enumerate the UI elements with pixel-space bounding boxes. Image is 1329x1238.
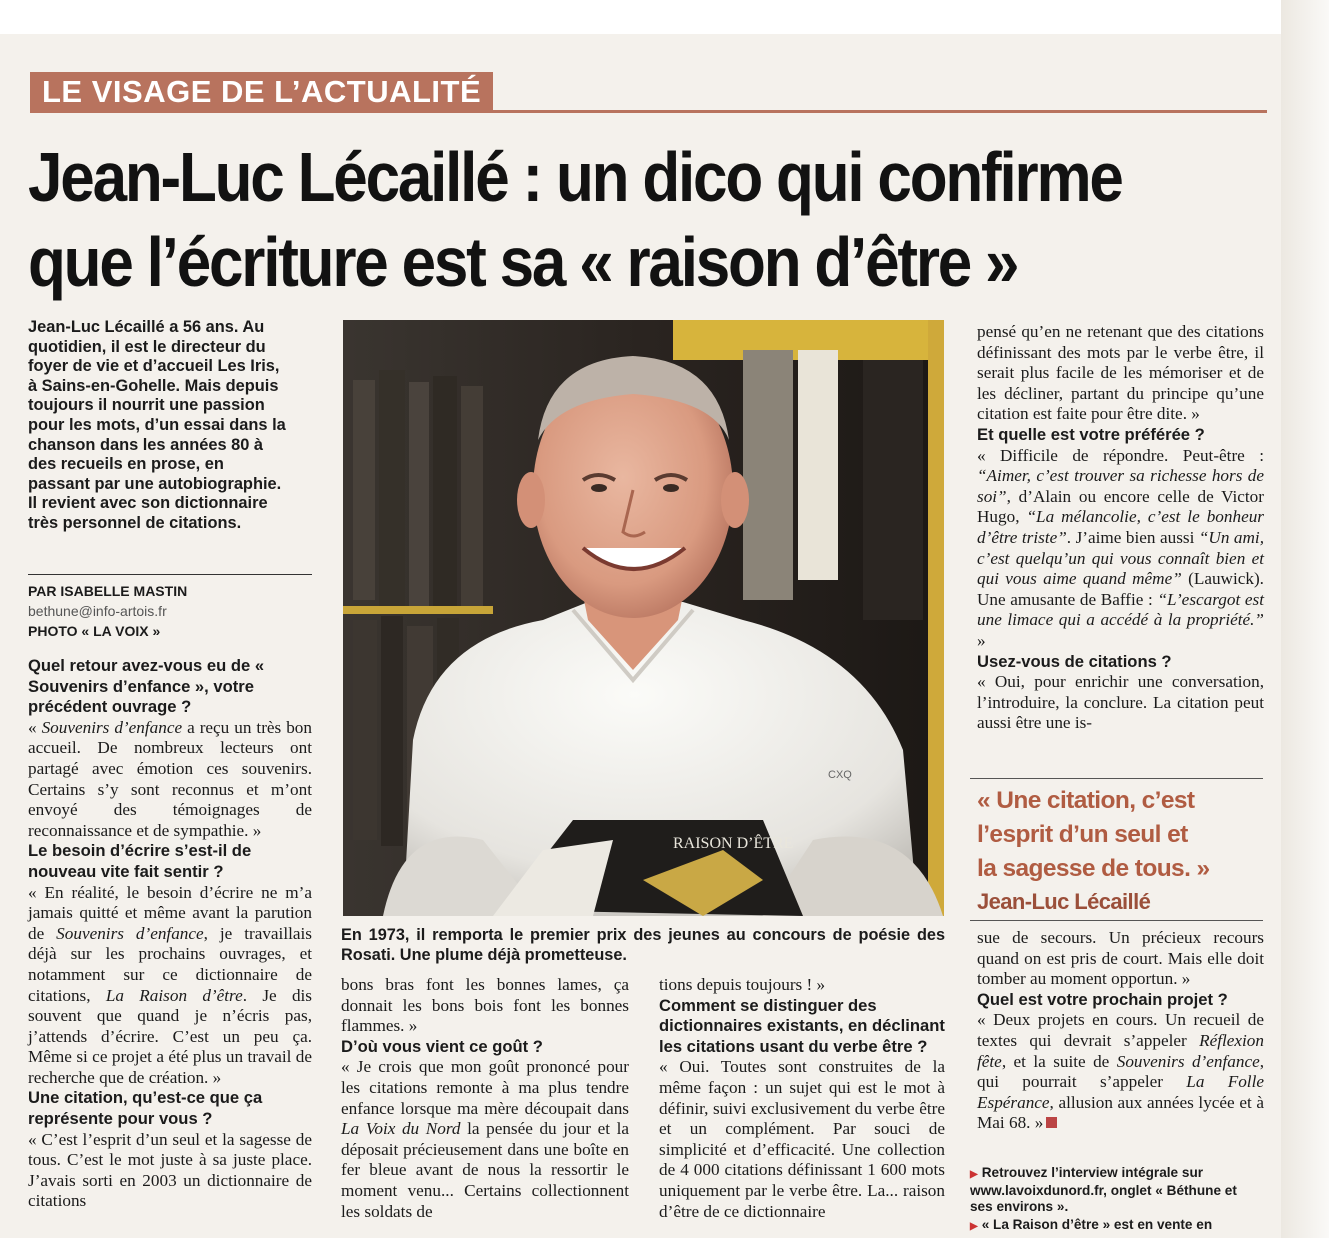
- answer-7-continued: sue de secours. Un précieux recours quand on est pris de court. Mais elle doit tomber au moment opportun. »: [977, 928, 1264, 989]
- pullquote-rule-top: [970, 778, 1263, 779]
- headline-line-2: que l’écriture est sa « raison d’être »: [28, 224, 1018, 302]
- column-3: [659, 975, 945, 1222]
- headline: [28, 136, 1288, 306]
- paper-right-margin: [1281, 0, 1329, 1238]
- answer-4-end: tions depuis toujours ! »: [659, 975, 826, 994]
- answer-7: « Oui, pour enrichir une conversation, l’introduire, la conclure. La citation peut aussi être une is-: [977, 672, 1264, 733]
- question-1: Quel retour avez-vous eu de « Souvenirs d’enfance », votre précédent ouvrage ?: [28, 656, 265, 717]
- headline-line-1: Jean-Luc Lécaillé : un dico qui confirme: [28, 139, 1122, 217]
- byline-rule: [28, 574, 312, 575]
- pullquote-line-3: la sagesse de tous. »: [977, 855, 1210, 882]
- byline-email: bethune@info-artois.fr: [28, 603, 167, 619]
- shirt-logo-text: CXQ: [828, 769, 852, 781]
- end-square-icon: [1046, 1117, 1057, 1128]
- column-4-top: [977, 322, 1264, 734]
- portrait-illustration: [343, 320, 944, 916]
- pullquote-author: Jean-Luc Lécaillé: [977, 889, 1151, 914]
- byline-author: PAR ISABELLE MASTIN: [28, 583, 188, 599]
- question-6: Et quelle est votre préférée ?: [977, 424, 1205, 444]
- question-2: Le besoin d’écrire s’est-il de nouveau vite fait sentir ?: [28, 841, 252, 881]
- answer-3-continued: bons bras font les bonnes lames, ça donnait les bons bois font les bonnes flammes. »: [341, 975, 629, 1036]
- answer-6: « Difficile de répondre. Peut-être : “Aimer, c’est trouver sa richesse hors de soi”, d’Alain ou encore celle de Victor Hugo, “La mélancolie, c’est le bonheur d’être triste”. J’aime bien aussi “Un ami, c’est quelqu’un qui vous connaît bien et qui vous aime quand même” (Lauwick). Une amusante de Baffie : “L’escargot est une limace qui a accédé à la propriété.” »: [977, 445, 1264, 650]
- answer-5: « Oui. Toutes sont construites de la même façon : un sujet qui est le mot à définir, suivi exclusivement du verbe être et un complément. Par souci de simplicité et d’efficacité. Une collection de 4 000 citations définissant 1 600 mots uniquement par le verbe être. La... raison d’être de ce dictionnaire: [659, 1057, 945, 1221]
- portrait-photo: [343, 320, 944, 916]
- triangle-bullet-icon: ▶: [970, 1169, 978, 1180]
- column-4-bottom: [977, 928, 1264, 1134]
- answer-8: « Deux projets en cours. Un recueil de textes qui devrait s’appeler Réflexion fête, et la suite de Souvenirs d’enfance, qui pourrait s’appeler La Folle Espérance, allusion aux années lycée et à Mai 68. »: [977, 1010, 1265, 1133]
- answer-5-continued: pensé qu’en ne retenant que des citations définissant des mots par le verbe être, il serait plus facile de les mémoriser et de les décliner, partant du principe qu’une citation est faite pour être dite. »: [977, 322, 1264, 424]
- answer-3: « C’est l’esprit d’un seul et la sagesse de tous. C’est le mot juste à sa juste place. J’avais sorti en 2003 un dictionnaire de citations: [28, 1129, 312, 1211]
- triangle-bullet-icon: ▶: [970, 1221, 978, 1232]
- answer-1: « Souvenirs d’enfance a reçu un très bon accueil. De nombreux lecteurs ont partagé avec émotion ces souvenirs. Certains s’y sont reconnus et m’ont envoyé des témoignages de reconnaissance et de sympathie. »: [28, 717, 312, 840]
- pullquote-line-1: « Une citation, c’est: [977, 787, 1195, 814]
- question-7: Usez-vous de citations ?: [977, 651, 1172, 671]
- rubric-rule: [30, 110, 1267, 113]
- answer-4: « Je crois que mon goût prononcé pour les citations remonte à ma plus tendre enfance lorsque ma mère découpait dans La Voix du Nord la pensée du jour et la déposait précieusement dans une boîte en fer bleue avant de nous la ressortir le moment venu... Certains collectionnent les soldats de: [341, 1057, 629, 1221]
- pullquote-line-2: l’esprit d’un seul et: [977, 821, 1188, 848]
- column-1: [28, 656, 312, 1212]
- lead-paragraph: Jean-Luc Lécaillé a 56 ans. Au quotidien, il est le directeur du foyer de vie et d’accueil Les Iris, à Sains-en-Gohelle. Mais depuis toujours il nourrit une passion pour les mots, d’un essai dans la chanson dans les années 80 à des recueils en prose, en passant par une autobiographie. Il revient avec son dictionnaire très personnel de citations.: [28, 318, 286, 532]
- pullquote-rule-bottom: [970, 920, 1263, 921]
- note-sale: ▶ « La Raison d’être » est en vente en: [970, 1217, 1213, 1232]
- question-4: D’où vous vient ce goût ?: [341, 1036, 543, 1056]
- pullquote: [977, 784, 1252, 918]
- book-cover-title: RAISON D’ÊTRE: [673, 835, 794, 852]
- section-rubric: LE VISAGE DE L’ACTUALITÉ: [30, 72, 493, 112]
- photo-caption: En 1973, il remporta le premier prix des jeunes au concours de poésie des Rosati. Une plume déjà prometteuse.: [341, 926, 945, 964]
- note-online: ▶ Retrouvez l’interview intégrale sur www.lavoixdunord.fr, onglet « Béthune et ses environs ».: [970, 1165, 1237, 1214]
- question-3: Une citation, qu’est-ce que ça représente pour vous ?: [28, 1088, 263, 1129]
- paper-top-margin: [0, 0, 1329, 34]
- byline: [28, 581, 318, 641]
- column-2: [341, 975, 629, 1222]
- answer-2: « En réalité, le besoin d’écrire ne m’a jamais quitté et même avant la parution de Souvenirs d’enfance, je travaillais déjà sur les prochains ouvrages, et notamment sur ce dictionnaire de citations, La Raison d’être. Je dis souvent que quand je n’écris pas, j’attends d’écrire. C’est un peu ça. Même si ce projet a été plus un travail de recherche que de création. »: [28, 882, 312, 1087]
- question-5: Comment se distinguer des dictionnaires existants, en déclinant les citations usant du verbe être ?: [659, 995, 945, 1056]
- question-8: Quel est votre prochain projet ?: [977, 989, 1228, 1009]
- photo-credit: PHOTO « LA VOIX »: [28, 623, 161, 639]
